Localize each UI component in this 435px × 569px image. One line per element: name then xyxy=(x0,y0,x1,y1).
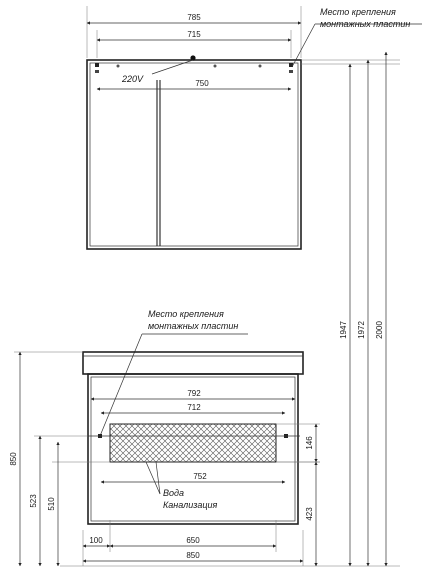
power-point xyxy=(190,55,195,60)
basin-top xyxy=(83,352,303,374)
dim-850-width: 850 xyxy=(186,551,200,560)
dim-750: 750 xyxy=(195,79,209,88)
utility-zone xyxy=(110,424,276,462)
dim-650: 650 xyxy=(186,536,200,545)
dim-715: 715 xyxy=(187,30,201,39)
vanity-view xyxy=(9,309,320,566)
mounting-note-bottom-line1: Место крепления xyxy=(148,309,224,319)
sewer-label: Канализация xyxy=(163,500,218,510)
water-label: Вода xyxy=(163,488,184,498)
floor-height-dims xyxy=(60,52,400,566)
dim-850-height: 850 xyxy=(9,452,18,466)
dim-1972: 1972 xyxy=(357,321,366,339)
mirror-cabinet-outline xyxy=(87,60,301,249)
dim-792: 792 xyxy=(187,389,201,398)
mounting-note-bottom-line2: монтажных пластин xyxy=(148,321,239,331)
dim-523: 523 xyxy=(29,494,38,508)
dim-510: 510 xyxy=(47,497,56,511)
mounting-points xyxy=(95,63,293,73)
mounting-note-top-line2: монтажных пластин xyxy=(320,19,411,29)
dim-100: 100 xyxy=(89,536,103,545)
dim-423: 423 xyxy=(305,507,314,521)
dim-2000: 2000 xyxy=(375,321,384,339)
dim-1947: 1947 xyxy=(339,321,348,339)
dim-752: 752 xyxy=(193,472,207,481)
mirror-cabinet-inner xyxy=(90,63,298,246)
mounting-note-top-line1: Место крепления xyxy=(320,7,396,17)
dim-712: 712 xyxy=(187,403,201,412)
mirror-cabinet-view xyxy=(87,6,422,249)
dim-146: 146 xyxy=(305,436,314,450)
voltage-label: 220V xyxy=(122,74,144,84)
dim-785: 785 xyxy=(187,13,201,22)
